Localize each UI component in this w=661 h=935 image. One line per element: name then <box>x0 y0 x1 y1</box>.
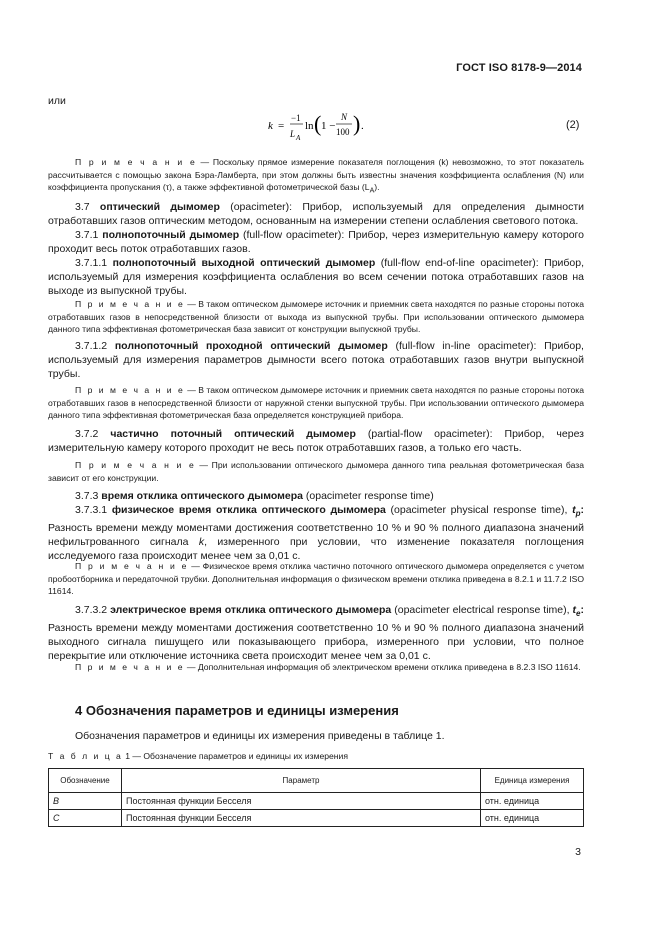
section-3-7: 3.7 оптический дымомер (opacimeter): Прибор, используемый для определения дымности отработавших газов оптическим методом, основанным на измерении степени ослабления светового потока. <box>48 201 584 227</box>
note-4 <box>48 459 584 484</box>
note-5 <box>48 560 584 598</box>
note-text: — В таком оптическом дымомере источник и приемник света находятся по разные стороны потока отработавших газов в непосредственной близости от выхода из выпускной трубы. При использовании оптического дымомера данного типа эффективная фотометрическая база зависит от конструкции выпускной трубы. <box>48 299 585 334</box>
section-3-7-2: 3.7.2 частично поточный оптический дымомер (partial-flow opacimeter): Прибор, через измерительную камеру которого проходит не весь поток отработавших газов, а только его часть. <box>48 428 584 454</box>
note-text: — Дополнительная информация об электрическом времени отклика приведена в 8.2.3 ISO 11614. <box>186 662 581 672</box>
note-3 <box>48 384 584 422</box>
formula-k: k <box>268 120 273 132</box>
section-3-7-1-1: 3.7.1.1 полнопоточный выходной оптический дымомер (full-flow end-of-line opacimeter): Прибор, используемый для измерения коэффициента ослабления во всем сечении потока отработавших газов на выходе из выпускной трубы. <box>48 257 585 297</box>
note-label: П р и м е ч а н и е <box>75 460 196 470</box>
formula-paren-close: ) <box>353 111 361 136</box>
formula-eq: = <box>278 120 285 132</box>
formula-N: N <box>341 112 348 122</box>
table-row <box>49 793 584 810</box>
term: физическое время отклика оптического дымомера <box>111 504 386 516</box>
section-3-7-3-2: 3.7.3.2 электрическое время отклика оптического дымомера (opacimeter electrical response time), $t_e$: Разность времени между моментами достижения соответственно 10 % и 90 % полного диапазона значений выходного сигнала пишущего или показывающего прибора, измеренного при условии, что полное перекрытие или отключение источника света происходит менее чем за 0,01 с. <box>48 604 584 663</box>
section-3-7-3-1: 3.7.3.1 физическое время отклика оптического дымомера (opacimeter physical response time), $t_p$: Разность времени между моментами достижения соответственно 10 % и 90 % полного диапазона значений нефильтрованного сигнала k, измеренного при условии, что изменение показателя поглощения исследуемого газа происходит менее чем за 0,01 с. <box>48 504 585 563</box>
note-text: — В таком оптическом дымомере источник и приемник света находятся по разные стороны потока отработавших газов в непосредственной близости от наружной стенки выпускной трубы. При использовании оптического дымомера данного типа эффективная фотометрическая база определяется конструкцией прибора. <box>48 385 585 420</box>
term: полнопоточный дымомер <box>102 229 240 241</box>
term: оптический дымомер <box>99 201 220 213</box>
term: полнопоточный выходной оптический дымомер <box>112 257 376 269</box>
table-cell: Постоянная функции Бесселя <box>122 810 481 827</box>
formula-minus-one: −1 <box>291 113 301 123</box>
note-label: П р и м е ч а н и е <box>75 385 185 395</box>
table-row <box>49 810 584 827</box>
formula-2 <box>265 108 385 142</box>
table-caption: Т а б л и ц а 1 — Обозначение параметров и единицы их измерения <box>48 751 349 761</box>
parameters-table <box>48 768 584 827</box>
term: частично поточный оптический дымомер <box>110 428 356 440</box>
table-header-cell: Единица измерения <box>481 769 584 793</box>
term: электрическое время отклика оптического дымомера <box>110 604 392 616</box>
table-cell: Постоянная функции Бесселя <box>122 793 481 810</box>
section-4-intro: Обозначения параметров и единицы их измерения приведены в таблице 1. <box>75 730 445 742</box>
table-cell: отн. единица <box>481 793 584 810</box>
table-header-cell: Параметр <box>122 769 481 793</box>
section-3-7-3: 3.7.3 время отклика оптического дымомера (opacimeter response time) <box>75 490 434 502</box>
formula-ln: ln <box>305 120 314 132</box>
note-2 <box>48 298 584 336</box>
note-label: П р и м е ч а н и е <box>75 299 185 309</box>
formula-number: (2) <box>566 119 580 131</box>
note-text-sub: A <box>369 187 375 195</box>
table-header-row <box>49 769 584 793</box>
table-header-cell: Обозначение <box>49 769 122 793</box>
table-cell: B <box>49 793 122 810</box>
table-cell: отн. единица <box>481 810 584 827</box>
formula-L: L <box>290 129 296 139</box>
formula-one-minus: 1 − <box>321 120 336 132</box>
note-6 <box>48 661 584 674</box>
note-text: — При использовании оптического дымомера данного типа реальная фотометрическая база зависит от его конструкции. <box>48 460 585 483</box>
formula-svg <box>265 108 385 142</box>
section-3-7-1-2: 3.7.1.2 полнопоточный проходной оптический дымомер (full-flow in-line opacimeter): Прибор, используемый для измерения параметров дымности всего потока отработавших газов внутри выпускной трубы. <box>48 340 584 380</box>
intro-word: или <box>48 95 66 107</box>
formula-dot: . <box>361 120 364 132</box>
symbol-t: t <box>572 604 577 616</box>
note-1 <box>48 156 584 198</box>
section-4-title: 4 Обозначения параметров и единицы измерения <box>75 703 399 718</box>
section-3-7-1: 3.7.1 полнопоточный дымомер (full-flow opacimeter): Прибор, через измерительную камеру которого проходит весь поток отработавших газов. <box>48 229 584 255</box>
note-text-end: ). <box>374 182 380 192</box>
document-header-id: ГОСТ ISO 8178-9—2014 <box>456 62 582 74</box>
note-label: П р и м е ч а н и е <box>75 157 197 167</box>
page-number: 3 <box>575 846 581 858</box>
term: полнопоточный проходной оптический дымомер <box>114 340 388 352</box>
term: время отклика оптического дымомера <box>101 490 303 502</box>
formula-paren-open: ( <box>314 111 322 136</box>
note-label: П р и м е ч а н и е <box>75 561 189 571</box>
note-text: — Поскольку прямое измерение показателя поглощения (k) невозможно, то этот показатель рассчитывается с помощью закона Бэра-Ламберта, при этом должны быть известны значения коэффициента ослабления (N) или коэффициента пропускания (τ), а также эффективной фотометрической базы (L <box>48 157 584 192</box>
table-cell: C <box>49 810 122 827</box>
symbol-t: t <box>572 504 576 516</box>
formula-L-sub: A <box>296 134 301 142</box>
formula-100: 100 <box>336 127 350 137</box>
note-label: П р и м е ч а н и е <box>75 662 185 672</box>
note-text: — Физическое время отклика частично поточного оптического дымомера определяется с учетом пробоотборника и передаточной трубки. Дополнительная информация о физическом времени отклика приведена в 8.2.1 и 11.7.2 ISO 11614. <box>48 561 585 596</box>
